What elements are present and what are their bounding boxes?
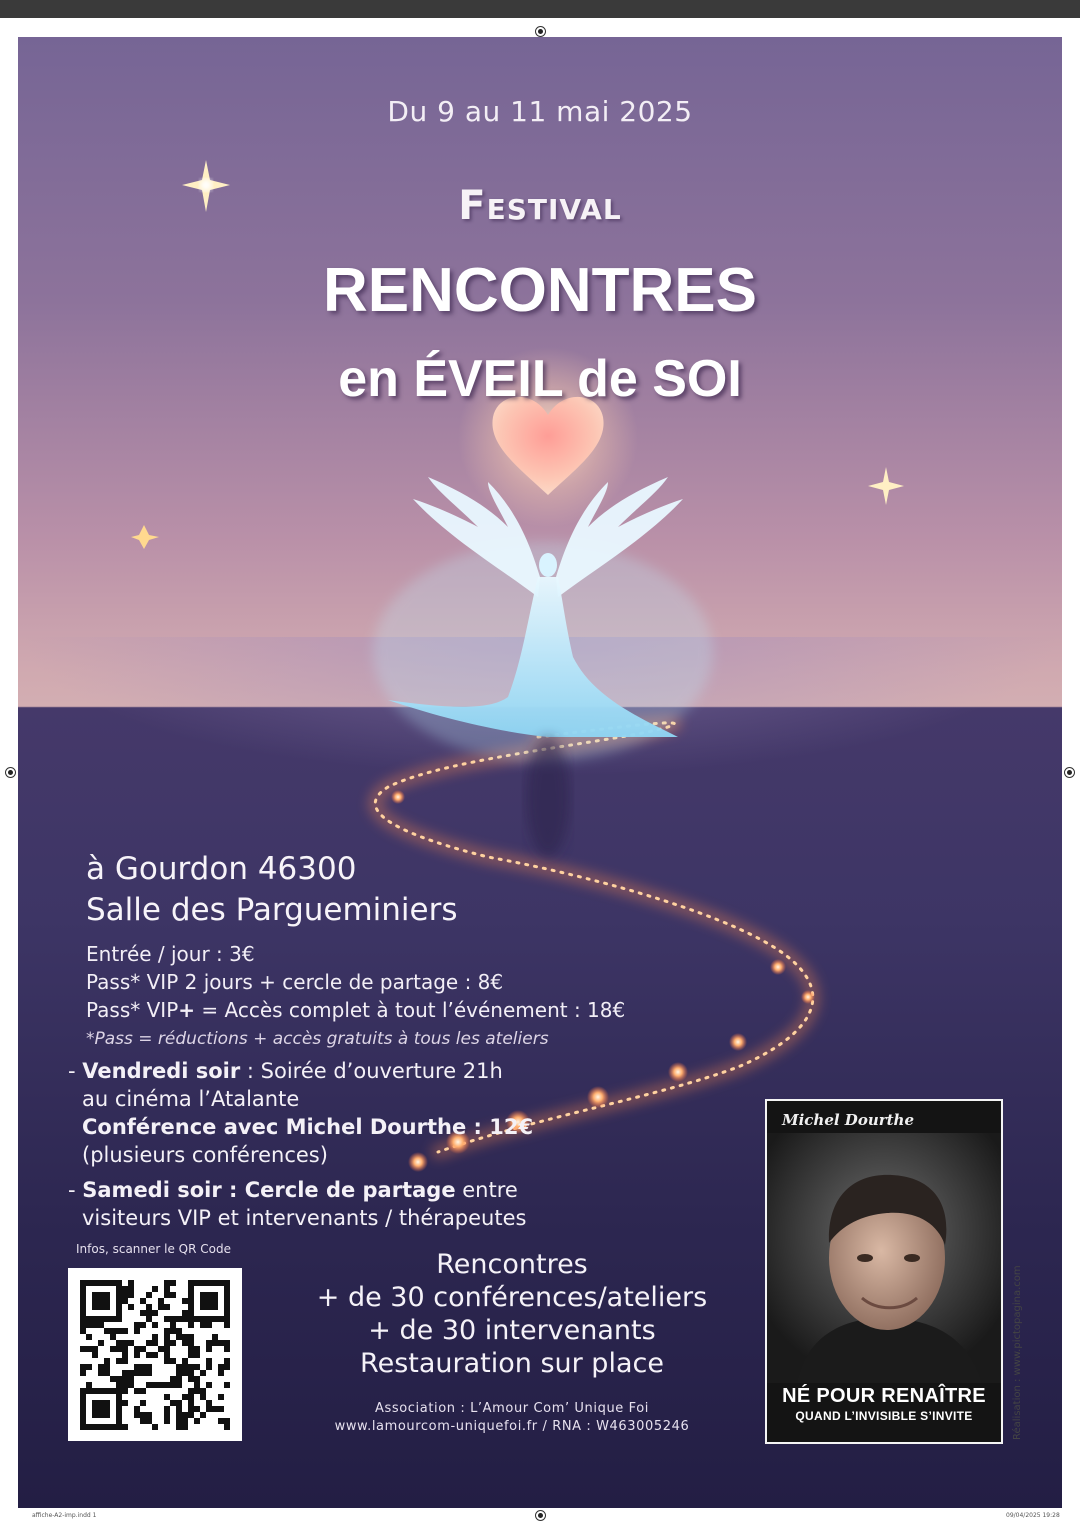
price-day-entry: Entrée / jour : 3€ <box>86 942 255 966</box>
print-timestamp: 09/04/2025 19:28 <box>1006 1512 1060 1519</box>
program-friday <box>68 1059 503 1083</box>
saturday-label: Samedi soir : Cercle de partage <box>82 1178 456 1202</box>
location-city: à Gourdon 46300 <box>86 851 357 887</box>
book-subtitle: QUAND L’INVISIBLE S’INVITE <box>795 1409 973 1423</box>
book-author: Michel Dourthe <box>782 1111 915 1129</box>
pass-note: *Pass = réductions + accès gratuits à tous les ateliers <box>86 1029 549 1049</box>
highlight-intervenants: + de 30 intervenants <box>368 1315 656 1346</box>
highlight-conferences: + de 30 conférences/ateliers <box>316 1282 708 1313</box>
angel-illustration <box>373 477 713 857</box>
event-date: Du 9 au 11 mai 2025 <box>387 95 693 128</box>
bullet-dash: - <box>68 1178 83 1202</box>
price-vip-pass: Pass* VIP 2 jours + cercle de partage : 8€ <box>86 970 504 994</box>
friday-label: Vendredi soir <box>82 1059 241 1083</box>
print-file-name: affiche-A2-imp.indd 1 <box>32 1512 97 1519</box>
bullet-dash: - <box>68 1059 83 1083</box>
friday-place: au cinéma l’Atalante <box>82 1087 300 1111</box>
highlight-rencontres: Rencontres <box>436 1249 588 1280</box>
title-eveil-de-soi: en ÉVEIL de SOI <box>338 350 742 408</box>
price-vip-plus-pass <box>86 998 625 1022</box>
saturday-line2: visiteurs VIP et intervenants / thérapeutes <box>82 1206 527 1230</box>
association-info <box>312 1400 712 1436</box>
highlights-list <box>312 1248 712 1380</box>
festival-label: Festival <box>458 183 622 229</box>
saturday-text: entre <box>455 1178 518 1202</box>
conference-note: (plusieurs conférences) <box>82 1143 328 1167</box>
book-cover <box>765 1099 1003 1444</box>
glowing-path <box>375 723 815 1172</box>
book-title: NÉ POUR RENAÎTRE <box>782 1385 986 1407</box>
festival-poster <box>18 37 1062 1508</box>
star-icon <box>868 467 904 505</box>
location-venue: Salle des Pargueminiers <box>86 892 458 928</box>
conference-price: : 12€ <box>466 1115 534 1139</box>
program-saturday <box>68 1178 518 1202</box>
print-top-bar <box>0 0 1080 18</box>
title-rencontres: RENCONTRES <box>322 256 758 325</box>
friday-text: : Soirée d’ouverture 21h <box>240 1059 503 1083</box>
author-photo <box>767 1133 1001 1383</box>
registration-mark-top <box>535 26 546 37</box>
conference-label: Conférence avec Michel Dourthe <box>82 1115 467 1139</box>
design-credit: Réalisation : www.pictopagina.com <box>1012 1265 1023 1440</box>
association-name: Association : L’Amour Com’ Unique Foi <box>375 1401 649 1416</box>
association-website: www.lamourcom-uniquefoi.fr / RNA : W463005246 <box>334 1419 690 1434</box>
vip-plus-detail: = Accès complet à tout l’événement : 18€ <box>195 998 626 1022</box>
program-conference <box>82 1115 533 1139</box>
highlight-restauration: Restauration sur place <box>360 1348 664 1379</box>
qr-code[interactable] <box>68 1268 242 1441</box>
registration-mark-right <box>1064 767 1075 778</box>
registration-mark-left <box>5 767 16 778</box>
vip-plus-sign: + <box>178 998 196 1022</box>
qr-code-icon <box>68 1268 242 1441</box>
vip-plus-label: Pass* VIP <box>86 998 179 1022</box>
registration-mark-bottom <box>535 1510 546 1521</box>
qr-label: Infos, scanner le QR Code <box>76 1242 231 1256</box>
star-icon <box>131 525 159 549</box>
